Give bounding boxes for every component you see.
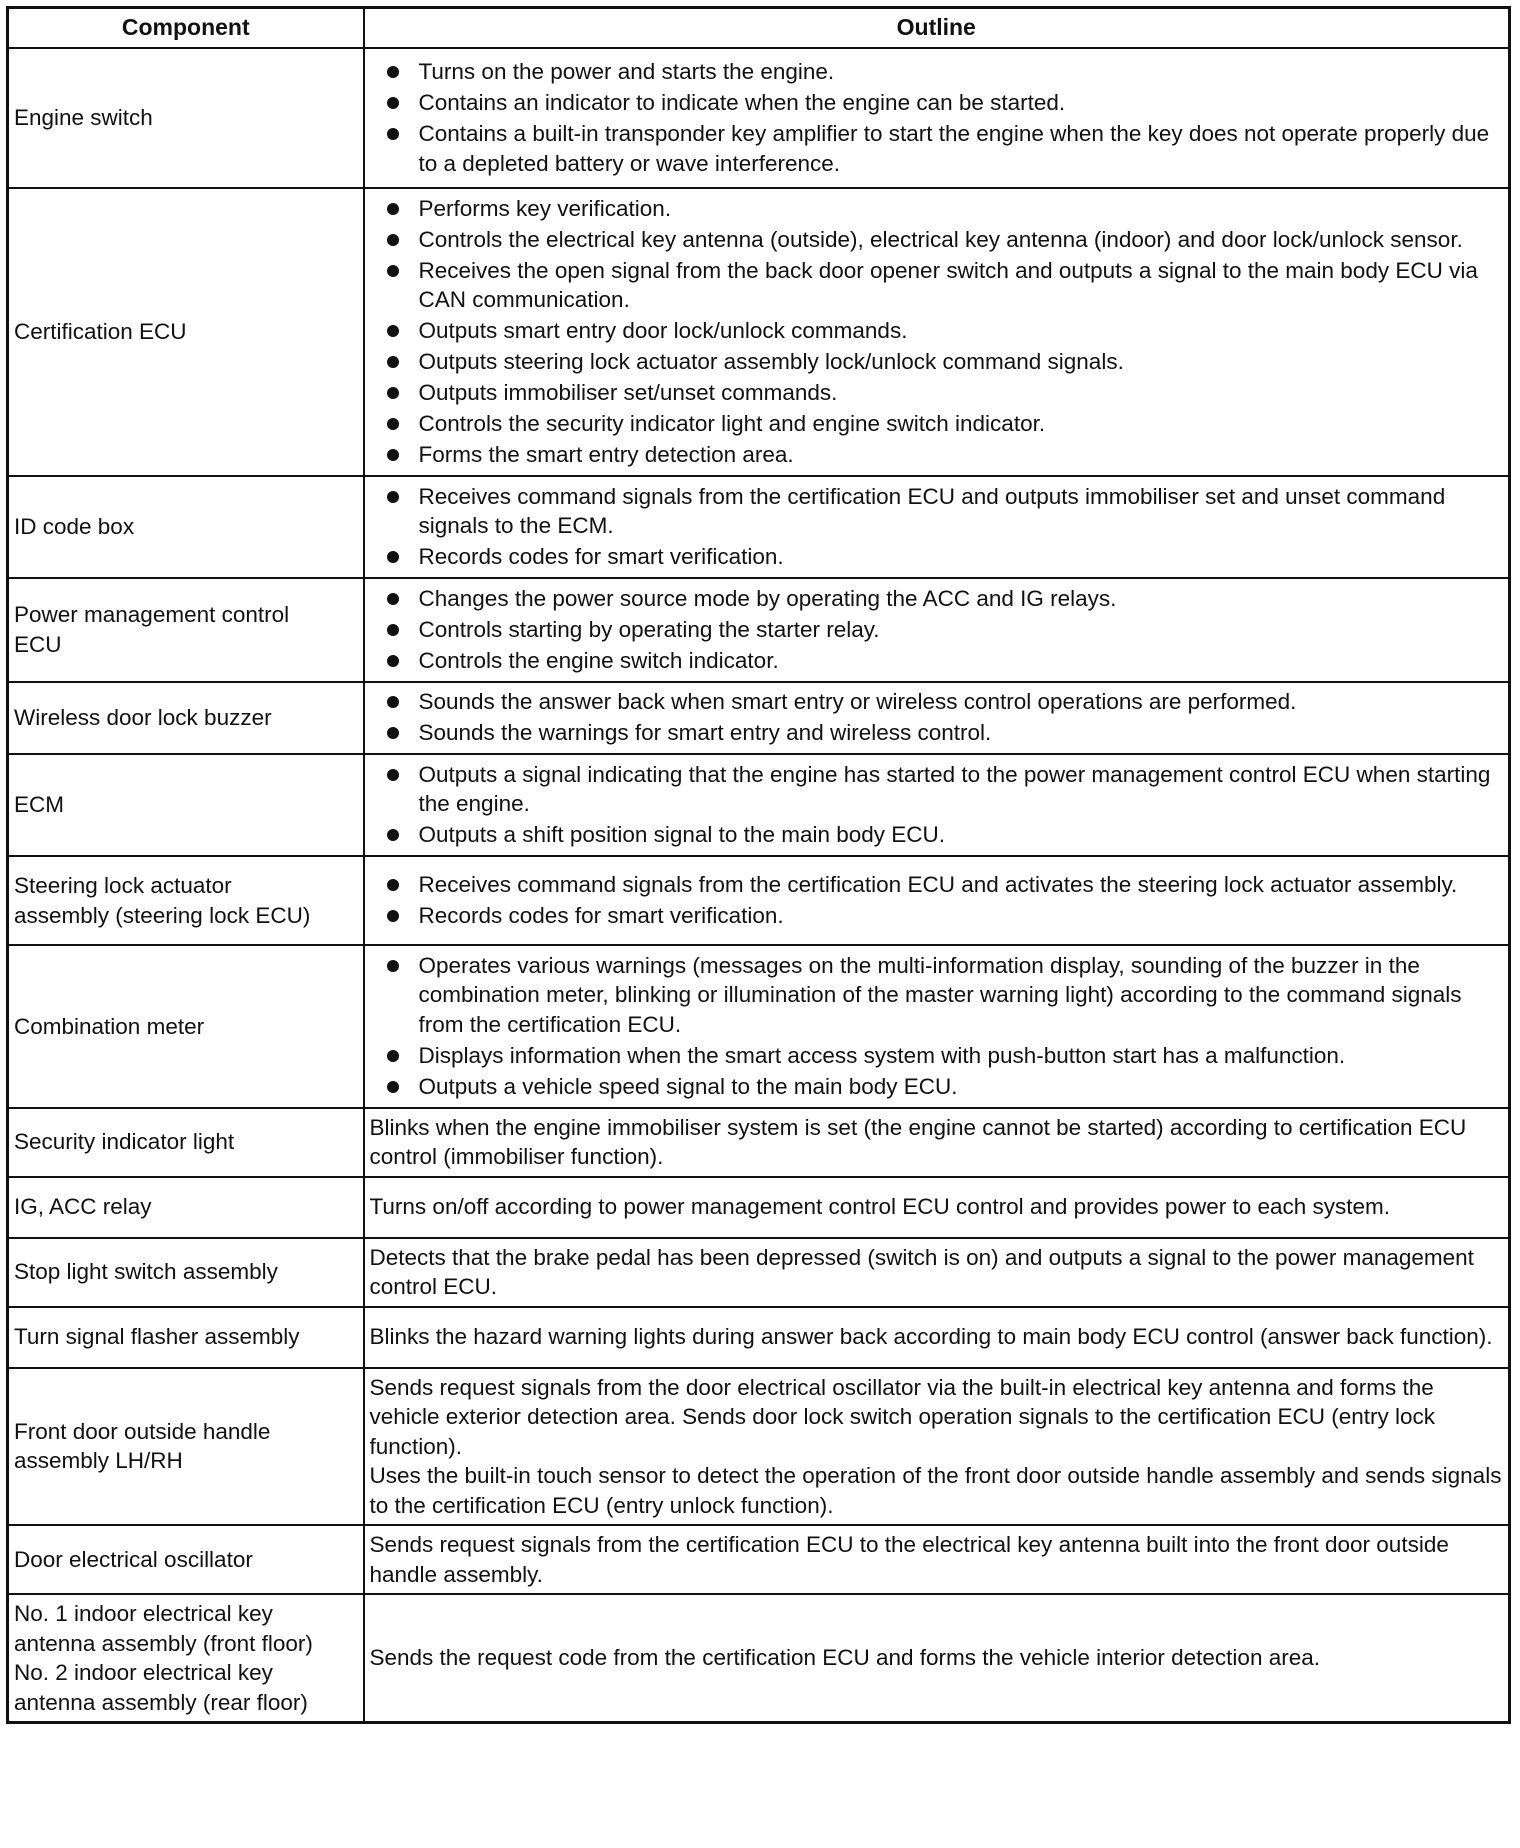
table-row xyxy=(8,476,1510,578)
component-cell: Engine switch xyxy=(8,48,364,188)
outline-cell xyxy=(364,48,1510,188)
outline-bullet-item: Receives command signals from the certification ECU and outputs immobiliser set and unset command signals to the ECM. xyxy=(387,482,1503,541)
outline-bullet-item: Controls the engine switch indicator. xyxy=(387,646,1503,676)
component-cell: Wireless door lock buzzer xyxy=(8,682,364,755)
outline-bullet-item: Outputs smart entry door lock/unlock commands. xyxy=(387,316,1503,346)
outline-cell xyxy=(364,188,1510,476)
table-body xyxy=(8,48,1510,1723)
outline-bullet-item: Outputs steering lock actuator assembly lock/unlock command signals. xyxy=(387,347,1503,377)
table-row xyxy=(8,1594,1510,1723)
component-cell: Door electrical oscillator xyxy=(8,1525,364,1594)
outline-bullet-list xyxy=(387,584,1503,676)
outline-bullet-item: Controls the electrical key antenna (outside), electrical key antenna (indoor) and door lock/unlock sensor. xyxy=(387,225,1503,255)
component-outline-sheet xyxy=(6,6,1511,1724)
outline-bullet-item: Performs key verification. xyxy=(387,194,1503,224)
component-cell: Front door outside handle assembly LH/RH xyxy=(8,1368,364,1526)
outline-bullet-item: Forms the smart entry detection area. xyxy=(387,440,1503,470)
outline-bullet-list xyxy=(387,760,1503,850)
component-cell: Security indicator light xyxy=(8,1108,364,1177)
outline-bullet-item: Outputs immobiliser set/unset commands. xyxy=(387,378,1503,408)
outline-cell: Turns on/off according to power management control ECU control and provides power to each system. xyxy=(364,1177,1510,1238)
outline-cell xyxy=(364,945,1510,1108)
outline-bullet-item: Records codes for smart verification. xyxy=(387,542,1503,572)
table-row xyxy=(8,945,1510,1108)
outline-bullet-item: Receives the open signal from the back door opener switch and outputs a signal to the main body ECU via CAN communication. xyxy=(387,256,1503,315)
component-cell: ECM xyxy=(8,754,364,856)
outline-cell: Sends the request code from the certification ECU and forms the vehicle interior detection area. xyxy=(364,1594,1510,1723)
component-cell: Certification ECU xyxy=(8,188,364,476)
table-row xyxy=(8,48,1510,188)
outline-cell: Detects that the brake pedal has been depressed (switch is on) and outputs a signal to the power management control ECU. xyxy=(364,1238,1510,1307)
outline-cell: Sends request signals from the door electrical oscillator via the built-in electrical key antenna and forms the vehicle exterior detection area. Sends door lock switch operation signals to the certification ECU (entry lock function). Uses the built-in touch sensor to detect the operation of the front door outside handle assembly and sends signals to the certification ECU (entry unlock function). xyxy=(364,1368,1510,1526)
outline-cell xyxy=(364,578,1510,682)
outline-bullet-item: Controls starting by operating the starter relay. xyxy=(387,615,1503,645)
outline-bullet-item: Sounds the answer back when smart entry or wireless control operations are performed. xyxy=(387,687,1503,717)
outline-bullet-item: Displays information when the smart access system with push-button start has a malfunction. xyxy=(387,1041,1503,1071)
table-row xyxy=(8,578,1510,682)
outline-bullet-item: Records codes for smart verification. xyxy=(387,901,1503,931)
outline-bullet-item: Outputs a vehicle speed signal to the main body ECU. xyxy=(387,1072,1503,1102)
outline-cell xyxy=(364,682,1510,755)
table-row xyxy=(8,1307,1510,1368)
component-cell: Turn signal flasher assembly xyxy=(8,1307,364,1368)
outline-cell xyxy=(364,476,1510,578)
outline-bullet-item: Outputs a shift position signal to the main body ECU. xyxy=(387,820,1503,850)
table-row xyxy=(8,1177,1510,1238)
outline-bullet-item: Changes the power source mode by operating the ACC and IG relays. xyxy=(387,584,1503,614)
component-cell: Steering lock actuator assembly (steering lock ECU) xyxy=(8,856,364,945)
table-row xyxy=(8,1238,1510,1307)
component-cell: No. 1 indoor electrical key antenna assembly (front floor) No. 2 indoor electrical key antenna assembly (rear floor) xyxy=(8,1594,364,1723)
outline-bullet-list xyxy=(387,687,1503,748)
outline-bullet-item: Contains a built-in transponder key amplifier to start the engine when the key does not operate properly due to a depleted battery or wave interference. xyxy=(387,119,1503,178)
outline-cell xyxy=(364,856,1510,945)
outline-cell: Blinks when the engine immobiliser system is set (the engine cannot be started) according to certification ECU control (immobiliser function). xyxy=(364,1108,1510,1177)
outline-bullet-item: Receives command signals from the certification ECU and activates the steering lock actuator assembly. xyxy=(387,870,1503,900)
table-row xyxy=(8,188,1510,476)
outline-cell xyxy=(364,754,1510,856)
outline-bullet-item: Sounds the warnings for smart entry and wireless control. xyxy=(387,718,1503,748)
component-cell: Combination meter xyxy=(8,945,364,1108)
outline-bullet-item: Contains an indicator to indicate when the engine can be started. xyxy=(387,88,1503,118)
outline-bullet-list xyxy=(387,951,1503,1102)
table-row xyxy=(8,1368,1510,1526)
table-row xyxy=(8,682,1510,755)
table-row xyxy=(8,856,1510,945)
outline-bullet-item: Outputs a signal indicating that the engine has started to the power management control ECU when starting the engine. xyxy=(387,760,1503,819)
outline-bullet-list xyxy=(387,870,1503,931)
header-component: Component xyxy=(8,8,364,49)
outline-bullet-item: Controls the security indicator light and engine switch indicator. xyxy=(387,409,1503,439)
table-row xyxy=(8,1525,1510,1594)
component-cell: IG, ACC relay xyxy=(8,1177,364,1238)
outline-bullet-item: Turns on the power and starts the engine. xyxy=(387,57,1503,87)
component-outline-table xyxy=(6,6,1511,1724)
outline-cell: Sends request signals from the certification ECU to the electrical key antenna built into the front door outside handle assembly. xyxy=(364,1525,1510,1594)
header-row xyxy=(8,8,1510,49)
component-cell: Stop light switch assembly xyxy=(8,1238,364,1307)
table-row xyxy=(8,754,1510,856)
outline-cell: Blinks the hazard warning lights during answer back according to main body ECU control (answer back function). xyxy=(364,1307,1510,1368)
outline-bullet-list xyxy=(387,482,1503,572)
outline-bullet-list xyxy=(387,57,1503,178)
header-outline: Outline xyxy=(364,8,1510,49)
outline-bullet-item: Operates various warnings (messages on the multi-information display, sounding of the buzzer in the combination meter, blinking or illumination of the master warning light) according to the command signals from the certification ECU. xyxy=(387,951,1503,1040)
component-cell: Power management control ECU xyxy=(8,578,364,682)
component-cell: ID code box xyxy=(8,476,364,578)
outline-bullet-list xyxy=(387,194,1503,470)
table-row xyxy=(8,1108,1510,1177)
